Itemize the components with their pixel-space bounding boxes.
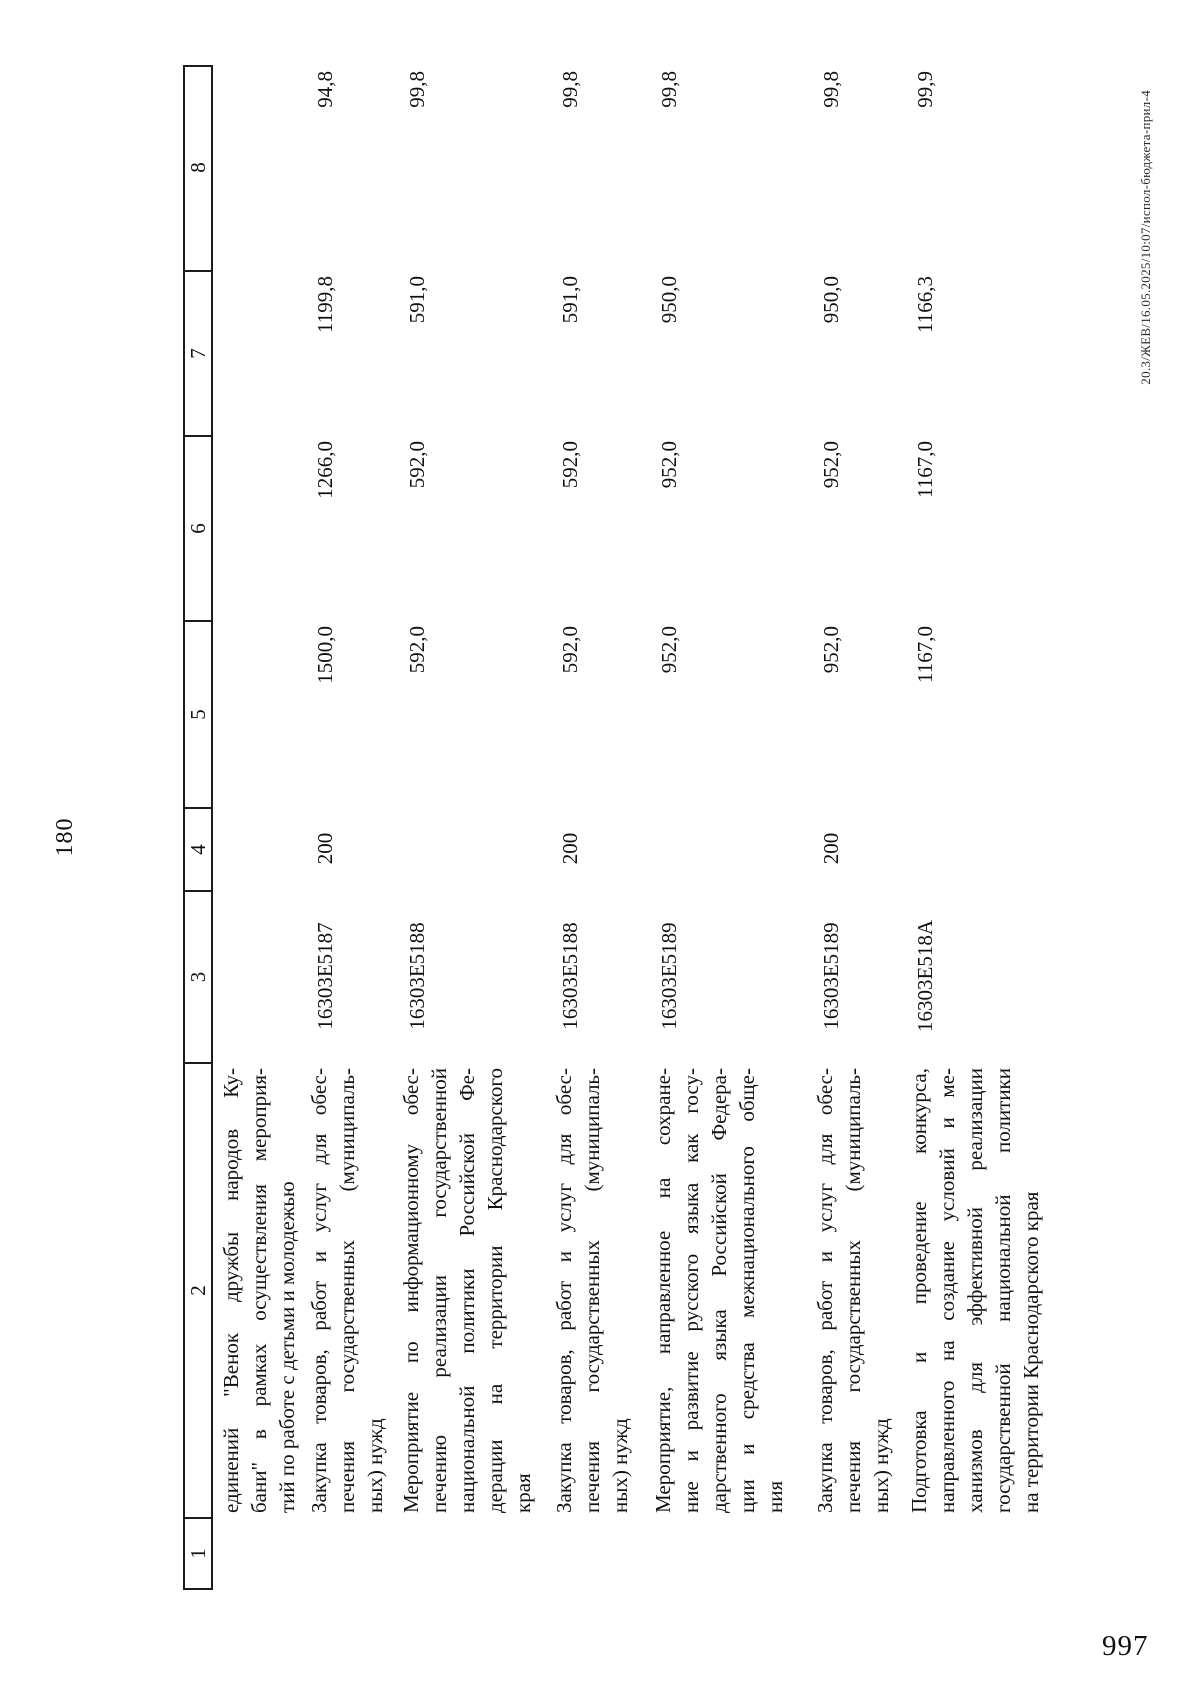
cell-revised-plan: 952,0 [657, 441, 681, 489]
cell-executed: 1166,3 [913, 276, 937, 333]
header-cell-1: 1 [185, 1517, 211, 1588]
cell-executed: 1199,8 [313, 276, 337, 333]
cell-expense-type [397, 807, 405, 890]
document-footer-note: 20.3/ЖЕВ/16.05.2025/10:07/испол-бюджета-прил-4 [1138, 90, 1153, 385]
table-header-row [183, 65, 213, 1590]
cell-executed: 950,0 [819, 276, 843, 324]
cell-percent: 99,8 [819, 71, 843, 108]
cell-expense-type [217, 807, 225, 890]
cell-plan: 952,0 [657, 626, 681, 674]
cell-name: Мероприятие, направленное на сохране- ние и развитие русского языка как госу- дарственного языка Российской Федера- ции и средства межнационального обще- ния [651, 1068, 787, 1513]
cell-code: 16303E5189 [657, 922, 681, 1030]
cell-expense-type [649, 807, 657, 890]
cell-name: Подготовка и проведение конкурса, направленного на создание условий и ме- ханизмов для эффективной реализации государственной национальной политики на территории Краснодарского края [907, 1068, 1043, 1513]
cell-revised-plan: 1266,0 [313, 441, 337, 499]
header-cell-7: 7 [185, 270, 211, 435]
cell-plan: 1167,0 [913, 626, 937, 683]
cell-expense-type [905, 807, 913, 890]
cell-executed: 950,0 [657, 276, 681, 324]
table-row [649, 65, 789, 1590]
cell-expense-type: 200 [819, 832, 843, 865]
cell-code: 16303E5188 [558, 922, 582, 1030]
cell-code [217, 890, 225, 1062]
cell-code: 16303E5189 [819, 922, 843, 1030]
cell-name: Закупка товаров, работ и услуг для обес- печения государственных (муниципаль- ных) нужд [813, 1068, 893, 1513]
cell-code: 16303E5187 [313, 922, 337, 1030]
header-cell-4: 4 [185, 807, 211, 890]
table-row [550, 65, 634, 1590]
cell-name: Закупка товаров, работ и услуг для обес- печения государственных (муниципаль- ных) нужд [307, 1068, 387, 1513]
cell-expense-type: 200 [558, 832, 582, 865]
table-row [305, 65, 389, 1590]
budget-table [183, 65, 1045, 1590]
cell-executed: 591,0 [405, 276, 429, 324]
cell-plan: 592,0 [405, 626, 429, 674]
cell-code: 16303E518A [913, 920, 937, 1032]
table-row [905, 65, 1045, 1590]
cell-name: Закупка товаров, работ и услуг для обес- печения государственных (муниципаль- ных) нужд [552, 1068, 632, 1513]
table-row [217, 65, 301, 1590]
cell-revised-plan: 592,0 [558, 441, 582, 489]
cell-name: единений "Венок дружбы народов Ку- бани" в рамках осуществления мероприя- тий по работе с детьми и молодежью [219, 1068, 299, 1513]
cell-code: 16303E5188 [405, 922, 429, 1030]
cell-percent [217, 65, 225, 270]
cell-revised-plan [217, 435, 225, 620]
cell-revised-plan: 952,0 [819, 441, 843, 489]
cell-percent: 94,8 [313, 71, 337, 108]
cell-plan: 1500,0 [313, 626, 337, 684]
page-number-bottom: 997 [1102, 1630, 1149, 1662]
cell-revised-plan: 592,0 [405, 441, 429, 489]
table-row [811, 65, 895, 1590]
table-row [397, 65, 537, 1590]
header-cell-6: 6 [185, 435, 211, 620]
cell-executed [217, 270, 225, 435]
cell-plan [217, 620, 225, 807]
cell-percent: 99,8 [405, 71, 429, 108]
table-body [217, 65, 1045, 1590]
header-cell-5: 5 [185, 620, 211, 807]
cell-percent: 99,8 [657, 71, 681, 108]
header-cell-2: 2 [185, 1062, 211, 1517]
header-cell-3: 3 [185, 890, 211, 1062]
cell-name: Мероприятие по информационному обес- печению реализации государственной национальной политики Российской Фе- дерации на территории Краснодарского края [399, 1068, 535, 1513]
cell-plan: 952,0 [819, 626, 843, 674]
header-cell-8: 8 [185, 162, 210, 173]
cell-expense-type: 200 [313, 832, 337, 865]
cell-percent: 99,9 [913, 71, 937, 108]
cell-executed: 591,0 [558, 276, 582, 324]
cell-revised-plan: 1167,0 [913, 441, 937, 498]
cell-percent: 99,8 [558, 71, 582, 108]
cell-plan: 592,0 [558, 626, 582, 674]
page-number-top: 180 [52, 817, 78, 857]
